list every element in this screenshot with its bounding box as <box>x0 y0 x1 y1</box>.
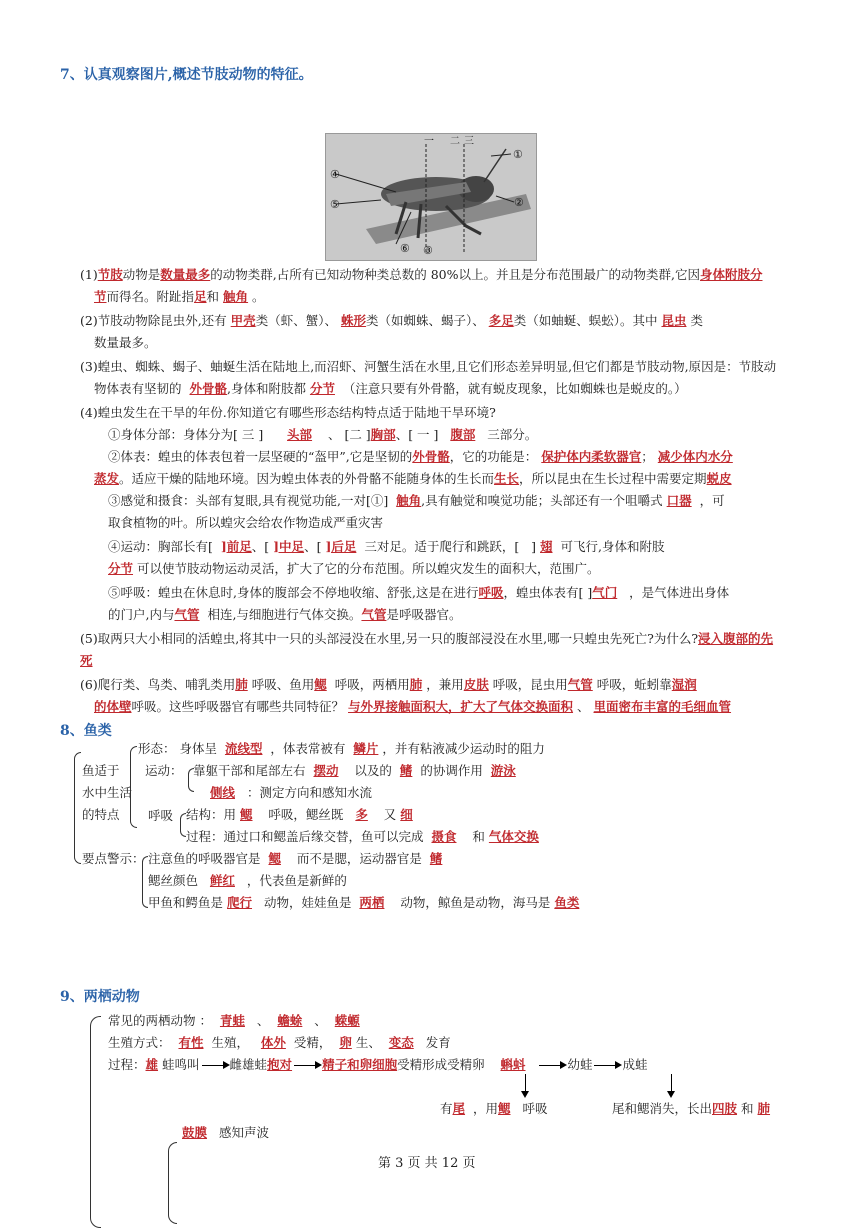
q7-p4-4: ④运动：胸部长有[ ]前足、[ ]中足、[ ]后足 三对足。适于爬行和跳跃，[ ] 翅 可飞行,身体和附肢 分节 可以使节肢动物运动灵活，扩大了它的分布范围。所以蝗灾发生的面积大，范围广。 <box>108 539 665 576</box>
q8-yaodian-label: 要点警示： <box>82 851 145 866</box>
q9-repro: 生殖方式： 有性 生殖， 体外 受精， 卵 生、 变态 发育 <box>108 1035 451 1050</box>
fig-label-c4: ④ <box>330 168 340 181</box>
q9-common: 常见的两栖动物 ： 青蛙 、 蟾蜍 、 蝾螈 <box>108 1013 360 1028</box>
q8-heading: 8、鱼类 <box>60 723 112 739</box>
q8-huxi-2: 过程：通过口和鳃盖后缘交替，鱼可以完成 摄食 和 气体交换 <box>186 829 539 844</box>
q8-yaodian-3: 甲鱼和鳄鱼是 爬行 动物，娃娃鱼是 两栖 动物，鲸鱼是动物，海马是 鱼类 <box>148 895 580 910</box>
q8-inner-brace <box>130 746 137 828</box>
q7-p3: (3)蝗虫、蜘蛛、蝎子、蚰蜒生活在陆地上,而沼虾、河蟹生活在水里,且它们形态差异明显,但它们都是节肢动物,原因是：节肢动 物体表有坚韧的 外骨骼,身体和附肢都 分节 （注意只要有外骨骼，就有蜕皮现象，比如蜘蛛也是蜕皮的。） <box>80 359 777 396</box>
fig-label-c5: ⑤ <box>330 198 340 211</box>
q8-yundong-2: 侧线 ：测定方向和感知水流 <box>210 785 372 800</box>
q8-outer-brace <box>74 752 81 864</box>
fig-label-c3: ③ <box>423 244 433 257</box>
fig-label-2: 二 <box>450 136 460 147</box>
q7-p4-1: ①身体分部：身体分为[ 三 ] 头部 、 [二 ]胸部、[ 一 ] 腹部 三部分。 <box>108 427 538 442</box>
page-footer: 第 3 页 共 12 页 <box>378 1156 476 1171</box>
down-arrow-icon <box>525 1074 526 1096</box>
q8-root-2: 水中生活 <box>82 785 133 800</box>
q8-yaodian-2: 鳃丝颜色 鲜红 ，代表鱼是新鲜的 <box>148 873 347 888</box>
q7-p2: (2)节肢动物除昆虫外,还有 甲壳类（虾、蟹）、 蛛形类（如蜘蛛、蝎子）、 多足类（如蚰蜒、蜈蚣）。其中 昆虫 类 数量最多。 <box>80 313 703 350</box>
q8-yundong-1: 靠躯干部和尾部左右 摆动 以及的 鳍 的协调作用 游泳 <box>193 763 516 778</box>
q9-inner-brace <box>168 1142 177 1224</box>
fig-label-1: 一 <box>424 136 434 147</box>
q7-p6: (6)爬行类、鸟类、哺乳类用肺 呼吸、鱼用鳃 呼吸，两栖用肺 ，兼用皮肤 呼吸，昆虫用气管 呼吸，蚯蚓靠湿润 的体壁呼吸。这些呼吸器官有哪些共同特征？ 与外界接触面积大，扩大了气体交换面积 、 里面密布丰富的毛细血管 <box>80 677 732 714</box>
q7-p4: (4)蝗虫发生在干旱的年份.你知道它有哪些形态结构特点适于陆地干旱环境? <box>80 405 496 420</box>
q8-huxi-1: 结构：用 鳃 呼吸，鳃丝既 多 又 细 <box>186 807 413 822</box>
arrow-icon <box>202 1065 228 1066</box>
fig-label-3: 三 <box>464 136 474 147</box>
fig-label-c6: ⑥ <box>400 242 410 255</box>
q7-p1: (1)节肢动物是数量最多的动物类群,占所有已知动物种类总数的 80%以上。并且是分布范围最广的动物类群,它因身体附肢分 节而得名。附趾指足和 触角 。 <box>80 267 763 304</box>
down-arrow-icon <box>671 1074 672 1096</box>
q7-p4-5: ⑤呼吸：蝗虫在休息时,身体的腹部会不停地收缩、舒张,这是在进行呼吸，蝗虫体表有[ ]气门 ，是气体进出身体 的门户,内与气管 相连,与细胞进行气体交换。气管是呼吸器官。 <box>108 585 730 622</box>
q8-huxi-label: 呼吸 <box>148 808 174 823</box>
q7-p5: (5)取两只大小相同的活蝗虫,将其中一只的头部浸没在水里,另一只的腹部浸没在水里,哪一只蝗虫先死亡?为什么?浸入腹部的先 死 <box>80 631 774 668</box>
q9-outer-brace <box>90 1016 101 1228</box>
fig-label-c1: ① <box>513 148 523 161</box>
q8-root-3: 的特点 <box>82 807 120 822</box>
arrow-icon <box>594 1065 620 1066</box>
q8-yaodian-1: 注意鱼的呼吸器官是 鳃 而不是腮，运动器官是 鳍 <box>148 851 443 866</box>
q8-yundong-label: 运动： <box>145 763 183 778</box>
q8-root-1: 鱼适于 <box>82 763 120 778</box>
q9-heading: 9、两栖动物 <box>60 989 140 1005</box>
q8-xingtai: 形态： 身体呈 流线型 ，体表常被有 鳞片 ，并有粘液减少运动时的阻力 <box>138 741 545 756</box>
q9-ear: 鼓膜 感知声波 <box>182 1125 269 1140</box>
q7-p4-2: ②体表：蝗虫的体表包着一层坚硬的“盔甲”,它是坚韧的外骨骼，它的功能是： 保护体内柔软器官； 减少体内水分 蒸发。适应干燥的陆地环境。因为蝗虫体表的外骨骼不能随身体的生长而生长，所以昆虫在生长过程中需要定期蜕皮 <box>94 449 733 486</box>
q9-tadpole: 有尾 ，用鳃 呼吸 <box>440 1101 548 1116</box>
fig-label-c2: ② <box>514 196 524 209</box>
arrow-icon <box>539 1065 565 1066</box>
arrow-icon <box>294 1065 320 1066</box>
q7-heading: 7、认真观察图片,概述节肢动物的特征。 <box>60 67 313 83</box>
grasshopper-figure <box>325 133 537 261</box>
q7-p4-3: ③感觉和摄食：头部有复眼,具有视觉功能,一对[①] 触角,具有触觉和嗅觉功能；头部还有一个咀嚼式 口器 ，可 取食植物的叶。所以蝗灾会给农作物造成严重灾害 <box>108 493 725 530</box>
q9-frog: 尾和鳃消失，长出四肢 和 肺 <box>612 1101 771 1116</box>
q9-process: 过程：雄 蛙鸣叫 雌雄蛙抱对 精子和卵细胞受精形成受精卵 蝌蚪 幼蛙 成蛙 <box>108 1057 648 1072</box>
